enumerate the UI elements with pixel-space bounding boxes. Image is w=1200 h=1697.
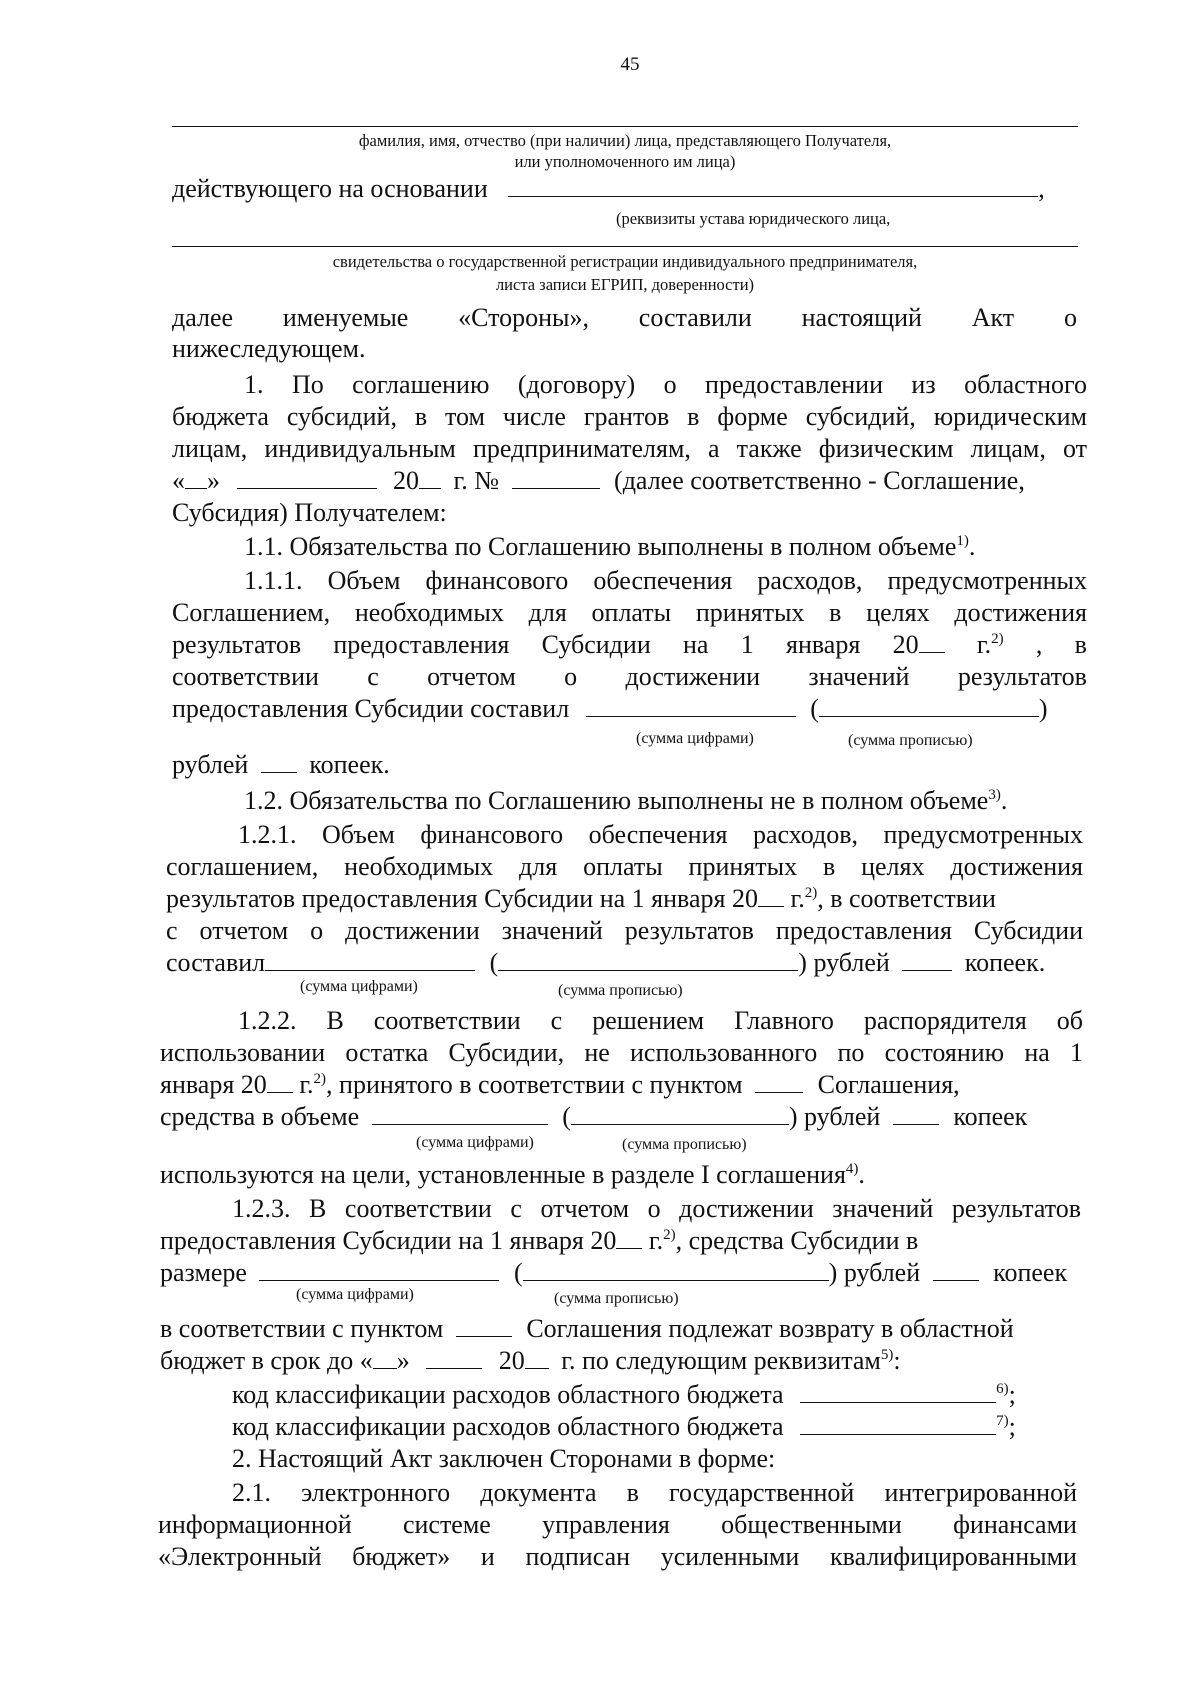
word: финансами — [953, 1510, 1077, 1539]
p123-line-5-c: г. по следующим реквизитам — [561, 1346, 881, 1375]
year-abbrev: г. — [790, 884, 805, 913]
number-blank — [512, 466, 600, 489]
footnote-ref: 2) — [991, 631, 1004, 647]
caption-sum-digits: (сумма цифрами) — [296, 1286, 414, 1303]
number-label: г. № — [453, 466, 500, 495]
p123-line-2-b: , средства Субсидии в — [675, 1226, 919, 1255]
basis-blank — [508, 174, 1038, 197]
intro-word: «Стороны», — [458, 303, 590, 332]
kopecks-label: копеек. — [964, 948, 1046, 977]
caption-sum-words: (сумма прописью) — [558, 982, 683, 999]
word: 1 — [740, 630, 754, 659]
footnote-ref: 1) — [956, 533, 969, 549]
caption-basis-line-2: свидетельства о государственной регистрации индивидуального предпринимателя, — [332, 252, 918, 271]
intro-word: Акт — [971, 303, 1015, 332]
kopecks-label: копеек — [953, 1102, 1028, 1131]
paren-open: ( — [562, 1102, 571, 1131]
kopecks-blank — [933, 1258, 979, 1281]
footnote-ref: 3) — [988, 787, 1001, 803]
p121-line-3-b: , в соответствии — [817, 884, 996, 913]
year-blank — [919, 630, 945, 653]
caption-sum-digits: (сумма цифрами) — [636, 730, 754, 747]
p122-line-5-text: используются на цели, установленные в разделе I соглашения — [160, 1160, 846, 1189]
sum-words-blank — [498, 948, 798, 971]
semicolon: ; — [1008, 1412, 1016, 1441]
kopecks-label: копеек. — [309, 750, 390, 779]
p121-line-5-a: составил — [166, 948, 266, 977]
paren-close: ) рублей — [798, 948, 890, 977]
p123-line-1: 1.2.3. В соответствии с отчетом о достижении значений результатов — [232, 1194, 1081, 1223]
year-abbrev: г. — [299, 1070, 314, 1099]
sum-digits-blank — [265, 948, 475, 971]
word: Субсидии — [541, 630, 651, 659]
word: системе — [402, 1510, 491, 1539]
word: результатов — [172, 630, 302, 659]
colon: : — [893, 1346, 901, 1375]
footnote-ref: 2) — [313, 1071, 327, 1087]
word: соответствии — [172, 662, 319, 691]
paren-close: ) рублей — [828, 1258, 921, 1287]
code-line-2 — [232, 1412, 1016, 1442]
intro-line-2: нижеследующем. — [172, 334, 366, 363]
word: предоставления — [333, 630, 510, 659]
footnote-ref: 2) — [804, 885, 818, 901]
p123-line-4-b: Соглашения подлежат возврату в областной — [526, 1314, 1014, 1343]
p121-line-1: 1.2.1. Объем финансового обеспечения расходов, предусмотренных — [238, 820, 1083, 849]
p123-line-5-a: бюджет в срок до « — [160, 1346, 373, 1375]
caption-name-line-2: или уполномоченного им лица) — [514, 152, 736, 171]
clause-blank — [456, 1314, 512, 1337]
name-underline — [172, 126, 1078, 127]
intro-line-1 — [172, 303, 1077, 333]
period: . — [1000, 786, 1008, 815]
caption-name-line-1: фамилия, имя, отчество (при наличии) лица, представляющего Получателя, — [358, 131, 892, 150]
word: отчетом — [427, 662, 516, 691]
kopecks-blank — [893, 1102, 939, 1125]
g-group — [977, 630, 1004, 660]
p121-line-3 — [166, 884, 996, 914]
month-blank — [237, 466, 377, 489]
day-blank — [185, 466, 207, 489]
word: квалифицированными — [830, 1542, 1077, 1571]
year-blank — [758, 884, 784, 907]
p122-line-5 — [160, 1160, 865, 1190]
footnote-ref: 4) — [845, 1161, 859, 1177]
intro-word: далее — [172, 303, 234, 332]
p111-line-2: Соглашением, необходимых для оплаты принятых в целях достижения — [172, 598, 1087, 627]
intro-word: о — [1063, 303, 1077, 332]
p123-line-2 — [160, 1226, 918, 1256]
paren-close: ) рублей — [788, 1102, 881, 1131]
period: . — [968, 532, 976, 561]
caption-sum-words: (сумма прописью) — [848, 732, 973, 749]
p111-line-4 — [172, 662, 1087, 692]
p122-line-4-a: средства в объеме — [160, 1102, 360, 1131]
caption-sum-words: (сумма прописью) — [622, 1136, 747, 1153]
p1-line-4 — [172, 466, 1025, 496]
kopecks-blank — [261, 750, 297, 773]
kopecks-label: копеек — [993, 1258, 1068, 1287]
p111-line-1: 1.1.1. Объем финансового обеспечения расходов, предусмотренных — [244, 566, 1087, 595]
p123-line-5 — [160, 1346, 901, 1376]
year-group — [893, 630, 945, 660]
p121-line-4: с отчетом о достижении значений результатов предоставления Субсидии — [166, 916, 1083, 945]
word: достижении — [625, 662, 761, 691]
p123-line-3-a: размере — [160, 1258, 247, 1287]
word: в — [1074, 630, 1087, 659]
p12-line — [244, 786, 1007, 816]
intro-word: составили — [638, 303, 752, 332]
p11-line — [244, 532, 975, 562]
sum-words-blank — [523, 1258, 829, 1281]
sum-digits-blank — [586, 694, 796, 717]
clause-blank — [755, 1070, 803, 1093]
word: усиленными — [660, 1542, 800, 1571]
sum-words-blank — [819, 694, 1039, 717]
p21-line-3 — [158, 1542, 1077, 1572]
kopecks-blank — [902, 948, 952, 971]
p122-line-3 — [160, 1070, 960, 1100]
intro-word: настоящий — [801, 303, 922, 332]
year-abbrev: г. — [648, 1226, 664, 1255]
code-line-1 — [232, 1380, 1016, 1410]
p122-line-1: 1.2.2. В соответствии с решением Главного распорядителя об — [238, 1006, 1083, 1035]
p121-line-2: соглашением, необходимых для оплаты принятых в целях достижения — [166, 852, 1083, 881]
year-blank — [616, 1226, 642, 1249]
word: и — [480, 1542, 495, 1571]
footnote-ref: 7) — [996, 1413, 1009, 1429]
word: с — [367, 662, 379, 691]
word: на — [683, 630, 709, 659]
p1-line-4-rest: (далее соответственно - Соглашение, — [614, 466, 1025, 495]
word: бюджет» — [352, 1542, 451, 1571]
code-label: код классификации расходов областного бюджета — [232, 1412, 784, 1441]
basis-label: действующего на основании — [172, 174, 488, 203]
p21-line-1: 2.1. электронного документа в государственной интегрированной — [232, 1478, 1077, 1507]
paren-open: ( — [810, 694, 819, 723]
word: управления — [542, 1510, 670, 1539]
day-blank — [373, 1346, 397, 1369]
p122-line-4 — [160, 1102, 1027, 1132]
period: . — [858, 1160, 865, 1189]
p123-line-4 — [160, 1314, 1014, 1344]
p12-text: 1.2. Обязательства по Соглашению выполнены не в полном объеме — [244, 786, 989, 815]
p122-line-3-b: , принятого в соответствии с пунктом — [326, 1070, 743, 1099]
caption-basis-line-3: листа записи ЕГРИП, доверенности) — [495, 275, 755, 294]
p121-line-3-a: результатов предоставления Субсидии на 1 января 20 — [166, 884, 758, 913]
p111-line-5 — [172, 694, 1048, 724]
caption-sum-digits: (сумма цифрами) — [416, 1134, 534, 1151]
word: значений — [808, 662, 910, 691]
paren-close: ) — [1038, 694, 1048, 723]
sum-digits-blank — [372, 1102, 548, 1125]
p1-line-2: бюджета субсидий, в том числе грантов в форме субсидий, юридическим — [172, 402, 1087, 431]
word: подписан — [525, 1542, 631, 1571]
footnote-ref: 6) — [996, 1381, 1009, 1397]
p111-line-5-text: предоставления Субсидии составил — [172, 694, 570, 723]
word: результатов — [957, 662, 1087, 691]
p1-line-5: Субсидия) Получателем: — [172, 498, 447, 527]
p11-text: 1.1. Обязательства по Соглашению выполнены в полном объеме — [244, 532, 957, 561]
p2-line: 2. Настоящий Акт заключен Сторонами в форме: — [232, 1444, 776, 1473]
code-blank — [800, 1412, 996, 1435]
word: о — [564, 662, 578, 691]
intro-word: именуемые — [282, 303, 409, 332]
rubles-label: рублей — [172, 750, 249, 779]
p1-line-1: 1. По соглашению (договору) о предоставлении из областного — [244, 370, 1087, 399]
year-blank — [267, 1070, 293, 1093]
year-prefix: 20 — [498, 1346, 525, 1375]
code-label: код классификации расходов областного бюджета — [232, 1380, 784, 1409]
page-number: 45 — [620, 54, 640, 75]
basis-underline-2 — [172, 246, 1078, 247]
year-prefix: 20 — [892, 630, 919, 659]
caption-sum-words: (сумма прописью) — [554, 1290, 679, 1307]
p123-line-4-a: в соответствии с пунктом — [160, 1314, 444, 1343]
p123-line-2-a: предоставления Субсидии на 1 января 20 — [160, 1226, 617, 1255]
footnote-ref: 5) — [880, 1347, 894, 1363]
word: общественными — [721, 1510, 902, 1539]
p122-line-2: использовании остатка Субсидии, не использованного по состоянию на 1 — [160, 1038, 1083, 1067]
p122-line-3-c: Соглашения, — [817, 1070, 960, 1099]
quote-close: » — [207, 466, 220, 495]
year-blank — [525, 1346, 549, 1369]
month-blank — [426, 1346, 482, 1369]
semicolon: ; — [1008, 1380, 1016, 1409]
basis-comma: , — [1038, 174, 1045, 203]
word: «Электронный — [158, 1542, 322, 1571]
sum-words-blank — [571, 1102, 789, 1125]
basis-row — [172, 174, 1045, 204]
code-blank — [800, 1380, 996, 1403]
footnote-ref: 2) — [663, 1227, 676, 1243]
paren-open: ( — [513, 1258, 523, 1287]
p1-line-3: лицам, индивидуальным предпринимателям, а также физическим лицам, от — [172, 434, 1087, 463]
word: января — [786, 630, 861, 659]
comma: , — [1035, 630, 1043, 659]
caption-basis-line-1: (реквизиты устава юридического лица, — [616, 209, 891, 228]
year-abbrev: г. — [976, 630, 992, 659]
year-prefix: 20 — [393, 466, 419, 495]
p121-line-5 — [166, 948, 1045, 978]
p122-line-3-a: января 20 — [160, 1070, 267, 1099]
year-blank — [419, 466, 441, 489]
caption-sum-digits: (сумма цифрами) — [300, 978, 418, 995]
p111-line-6 — [172, 750, 390, 780]
p111-line-3 — [172, 630, 1087, 660]
p21-line-2 — [158, 1510, 1077, 1540]
p123-line-3 — [160, 1258, 1067, 1288]
quote-close: » — [396, 1346, 410, 1375]
paren-open: ( — [489, 948, 499, 977]
sum-digits-blank — [259, 1258, 499, 1281]
quote-open: « — [172, 466, 185, 495]
word: информационной — [158, 1510, 352, 1539]
